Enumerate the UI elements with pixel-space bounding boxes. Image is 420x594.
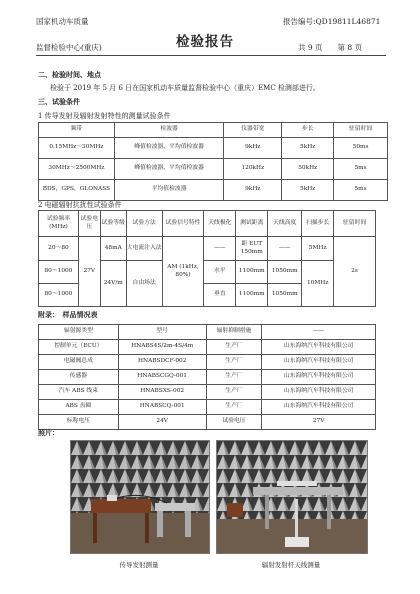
t2-cell: 48mA: [100, 237, 126, 261]
t1-header: 步长: [282, 123, 334, 138]
t2-cell: 1100mm: [236, 284, 268, 307]
t1-header: 检波器: [114, 123, 224, 138]
section3-sub2: 2 电磁辐射抗扰性试验条件: [38, 201, 122, 209]
t1-cell: 5ms: [334, 159, 388, 180]
table-row: [39, 385, 376, 400]
t1-cell: 120kHz: [224, 159, 282, 180]
t3-header: 型号: [118, 325, 206, 340]
t2-header: 扫描步长: [302, 211, 334, 237]
t2-header: 天线极化: [204, 211, 236, 237]
t2-cell: 水平: [204, 261, 236, 284]
t3-cell: 27V: [262, 415, 376, 430]
photos-heading: 照片：: [38, 428, 59, 437]
t2-cell: 2s: [334, 237, 376, 307]
t2-header: 试验频率(MHz): [39, 211, 79, 237]
t1-header: 仪器带宽: [224, 123, 282, 138]
t1-cell: 5kHz: [282, 138, 334, 159]
caption-radiated: 辐射发射杆天线测量: [261, 561, 321, 569]
t2-cell: 垂直: [204, 284, 236, 307]
t3-cell: 山东海纳汽车科技有限公司: [262, 355, 376, 370]
t2-cell: 80～1000: [39, 261, 79, 284]
t3-cell: 生产厂: [206, 340, 262, 355]
t2-cell: 24V/m: [100, 261, 126, 307]
t1-header: 频带: [39, 123, 115, 138]
t3-header: 辐射抑制措施: [206, 325, 262, 340]
t3-header: 辐射源类型: [39, 325, 119, 340]
t1-cell: 50ms: [334, 138, 388, 159]
report-number: 报告编号:QD19811L46871: [283, 17, 381, 26]
t3-cell: 控制单元（ECU）: [39, 340, 119, 355]
t2-header: 试验电压: [78, 211, 100, 237]
section2-heading: 二、检验时间、地点: [38, 70, 101, 79]
t3-cell: 山东海纳汽车科技有限公司: [262, 370, 376, 385]
attachment-heading: 附录： 样品情况表: [38, 310, 98, 319]
t2-cell: 距 EUT 150mm: [236, 237, 268, 261]
t2-cell: ——: [268, 237, 302, 261]
t3-cell: 山东海纳汽车科技有限公司: [262, 340, 376, 355]
table-row: [39, 415, 376, 430]
emission-conditions-table: [38, 122, 388, 201]
t3-cell: 传感器: [39, 370, 119, 385]
t3-cell: HNABSCQ-001: [118, 400, 206, 415]
section3-heading: 三、试验条件: [38, 97, 80, 106]
t1-cell: 峰值检波器、平均值检波器: [114, 138, 224, 159]
t1-cell: 30MHz～2500MHz: [39, 159, 115, 180]
t2-cell: 1050mm: [268, 284, 302, 307]
t2-header: 试验信号特性: [162, 211, 204, 237]
table-row: [39, 370, 376, 385]
t3-cell: 汽车 ABS 线束: [39, 385, 119, 400]
t2-cell: 5MHz: [302, 237, 334, 261]
t3-cell: HNABSCGQ-001: [118, 370, 206, 385]
t1-header: 驻留时间: [334, 123, 388, 138]
t3-cell: 24V: [118, 415, 206, 430]
t3-cell: 生产厂: [206, 400, 262, 415]
t1-cell: BDS，GPS，GLONASS: [39, 180, 115, 201]
t2-cell: 大电流注入法: [126, 237, 162, 261]
radiated-emission-photo: [216, 440, 368, 554]
t2-cell: 自由场法: [126, 261, 162, 307]
t2-header: 驻留时间: [334, 211, 376, 237]
t2-header: 试验等级: [100, 211, 126, 237]
conducted-emission-photo: [70, 440, 210, 554]
table-row: [39, 400, 376, 415]
t1-cell: 9kHz: [224, 138, 282, 159]
t3-cell: 生产厂: [206, 385, 262, 400]
t3-cell: HNABSDCF-002: [118, 355, 206, 370]
table-row: [39, 340, 376, 355]
t1-cell: 5kHz: [282, 180, 334, 201]
t1-cell: 5ms: [334, 180, 388, 201]
caption-conducted: 传导发射测量: [119, 561, 159, 569]
table-row: [39, 355, 376, 370]
t3-cell: 山东海纳汽车科技有限公司: [262, 400, 376, 415]
t3-cell: 山东海纳汽车科技有限公司: [262, 385, 376, 400]
header-divider: [36, 55, 386, 56]
report-title: 检验报告: [176, 34, 234, 50]
t1-cell: 50kHz: [282, 159, 334, 180]
table-row: [39, 138, 388, 159]
t2-cell: 27V: [78, 237, 100, 307]
t2-cell: 1100mm: [236, 261, 268, 284]
t2-cell: AM (1kHz, 80%): [162, 237, 204, 307]
t2-cell: 80～1000: [39, 284, 79, 307]
immunity-conditions-table: [38, 210, 376, 307]
section2-text: 检验于 2019 年 5 月 6 日在国家机动车质量监督检验中心（重庆）EMC 检测部进行。: [50, 84, 320, 92]
page-info: 共 9 页 第 8 页: [298, 43, 363, 52]
t2-cell: 1050mm: [268, 261, 302, 284]
t2-cell: 10MHz: [302, 261, 334, 307]
t1-cell: 峰值检波器、平均值检波器: [114, 159, 224, 180]
t3-cell: HNABSXS-002: [118, 385, 206, 400]
t2-header: 天线高度: [268, 211, 302, 237]
t1-cell: 9kHz: [224, 180, 282, 201]
sample-table: [38, 324, 376, 430]
t3-cell: 电磁阀总成: [39, 355, 119, 370]
table-row: [39, 159, 388, 180]
t3-header: ——: [262, 325, 376, 340]
t3-cell: ABS 齿圈: [39, 400, 119, 415]
t2-header: 测试距离: [236, 211, 268, 237]
t3-cell: HNABS4S/2m-4S/4m: [118, 340, 206, 355]
t3-cell: 生产厂: [206, 370, 262, 385]
t1-cell: 0.15MHz～30MHz: [39, 138, 115, 159]
t2-header: 试验方法: [126, 211, 162, 237]
header-dept: 监督检验中心(重庆): [36, 43, 102, 52]
t3-cell: 标称电压: [39, 415, 119, 430]
section3-sub1: 1 传导发射及辐射发射特性的测量试验条件: [38, 112, 171, 120]
t3-cell: 试验电压: [206, 415, 262, 430]
t3-cell: 生产厂: [206, 355, 262, 370]
t2-cell: ——: [204, 237, 236, 261]
t2-cell: 20～80: [39, 237, 79, 261]
header-org: 国家机动车质量: [36, 17, 89, 26]
t1-cell: 平均值检波器: [114, 180, 224, 201]
table-row: [39, 180, 388, 201]
